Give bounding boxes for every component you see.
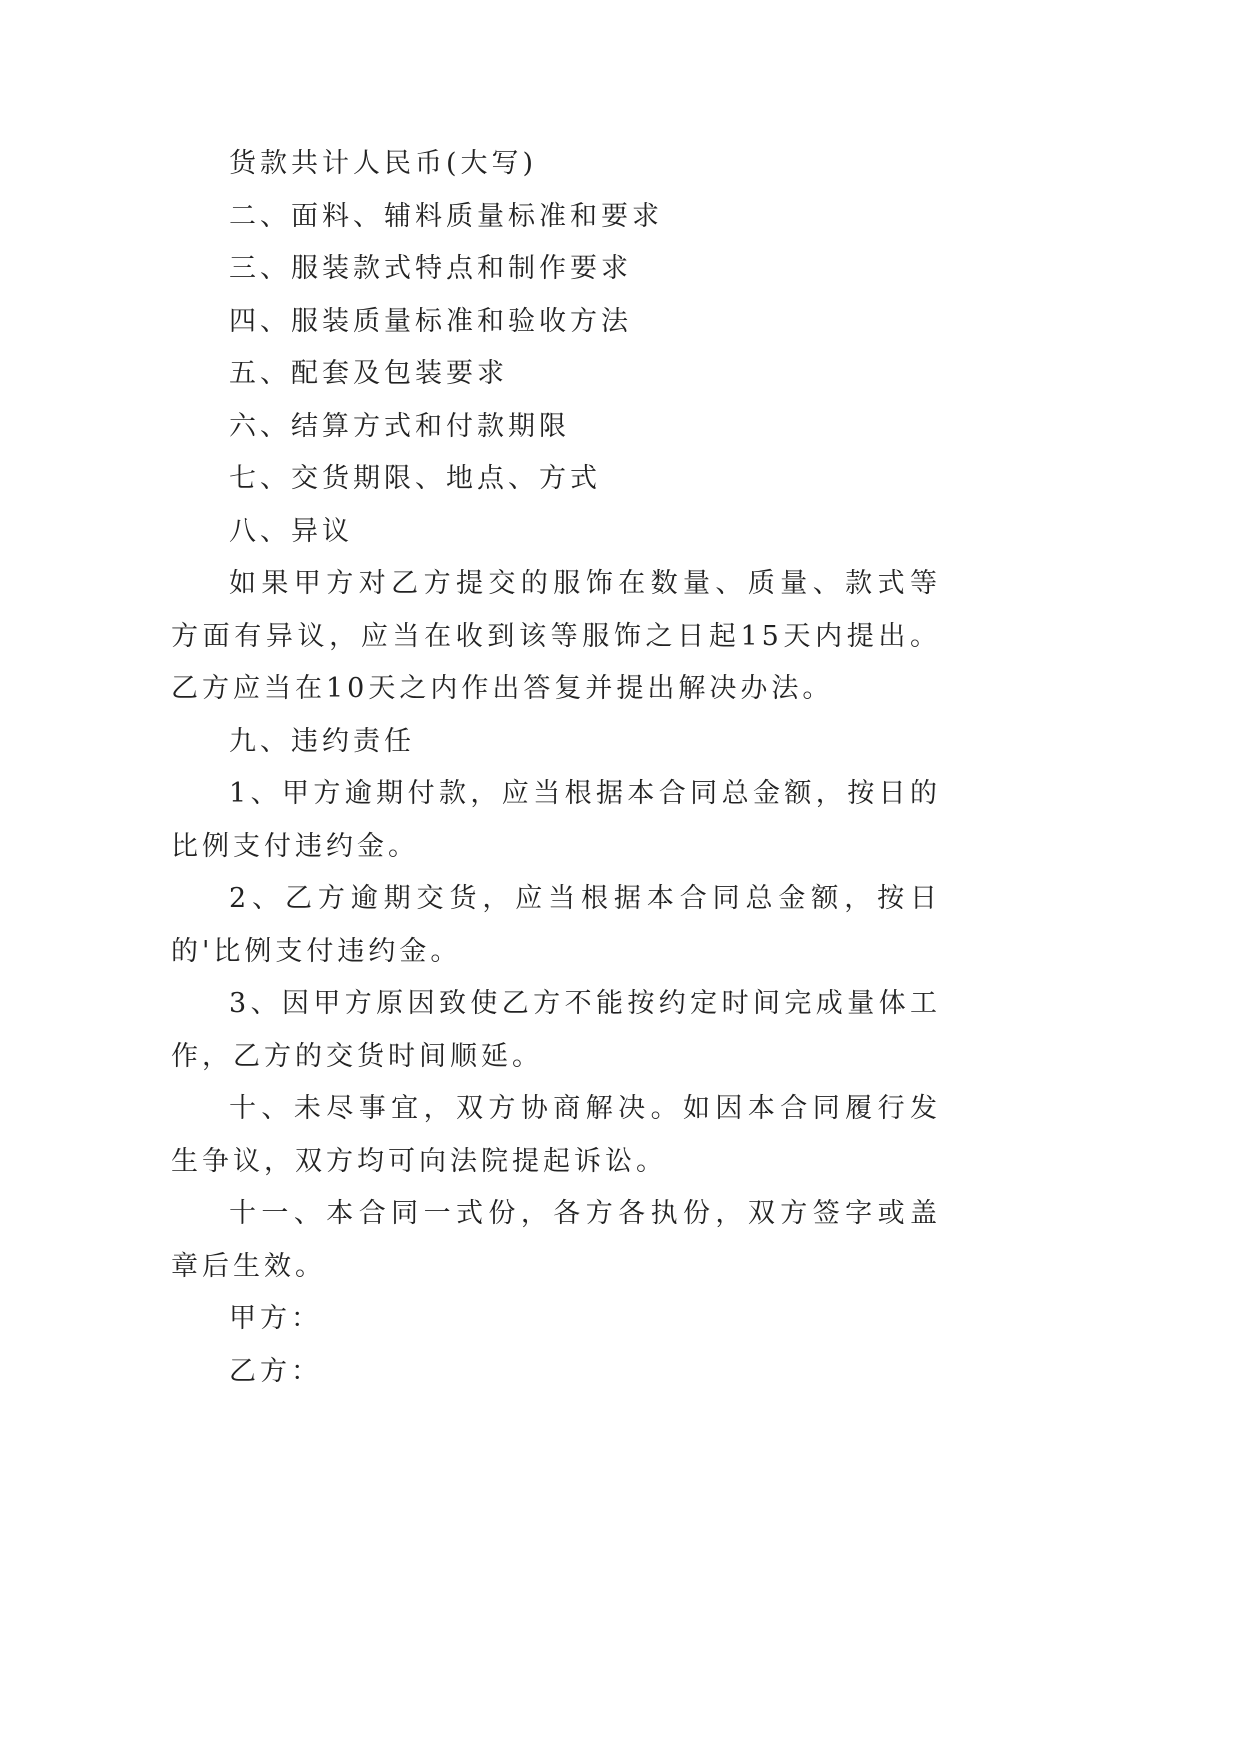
clause-11-copies: 十一、本合同一式份，各方各执份，双方签字或盖章后生效。 (171, 1198, 941, 1282)
clause-10-disputes: 十、未尽事宜，双方协商解决。如因本合同履行发生争议，双方均可向法院提起诉讼。 (171, 1093, 941, 1177)
signature-party-b: 乙方： (229, 1355, 322, 1387)
clause-8-objection-heading: 八、异议 (229, 515, 353, 547)
clause-7-delivery: 七、交货期限、地点、方式 (229, 463, 601, 494)
clause-5-packaging: 五、配套及包装要求 (229, 358, 508, 389)
clause-8-objection-body: 如果甲方对乙方提交的服饰在数量、质量、款式等方面有异议，应当在收到该等服饰之日起15天内提出。乙方应当在10天之内作出答复并提出解决办法。 (171, 568, 941, 704)
clause-9-item-3: 3、因甲方原因致使乙方不能按约定时间完成量体工作，乙方的交货时间顺延。 (171, 988, 941, 1072)
clause-3-style-requirements: 三、服装款式特点和制作要求 (229, 253, 632, 284)
clause-9-liability-heading: 九、违约责任 (229, 725, 415, 757)
signature-party-a: 甲方： (229, 1303, 322, 1334)
clause-9-item-2: 2、乙方逾期交货，应当根据本合同总金额，按日的'比例支付违约金。 (171, 883, 941, 967)
paragraph-payment-total: 货款共计人民币(大写) (229, 148, 538, 179)
clause-2-material-quality: 二、面料、辅料质量标准和要求 (229, 200, 663, 232)
clause-6-settlement: 六、结算方式和付款期限 (229, 410, 570, 442)
clause-9-item-1: 1、甲方逾期付款，应当根据本合同总金额，按日的比例支付违约金。 (171, 778, 941, 862)
clause-4-quality-acceptance: 四、服装质量标准和验收方法 (229, 305, 632, 337)
document-body (171, 138, 941, 1398)
